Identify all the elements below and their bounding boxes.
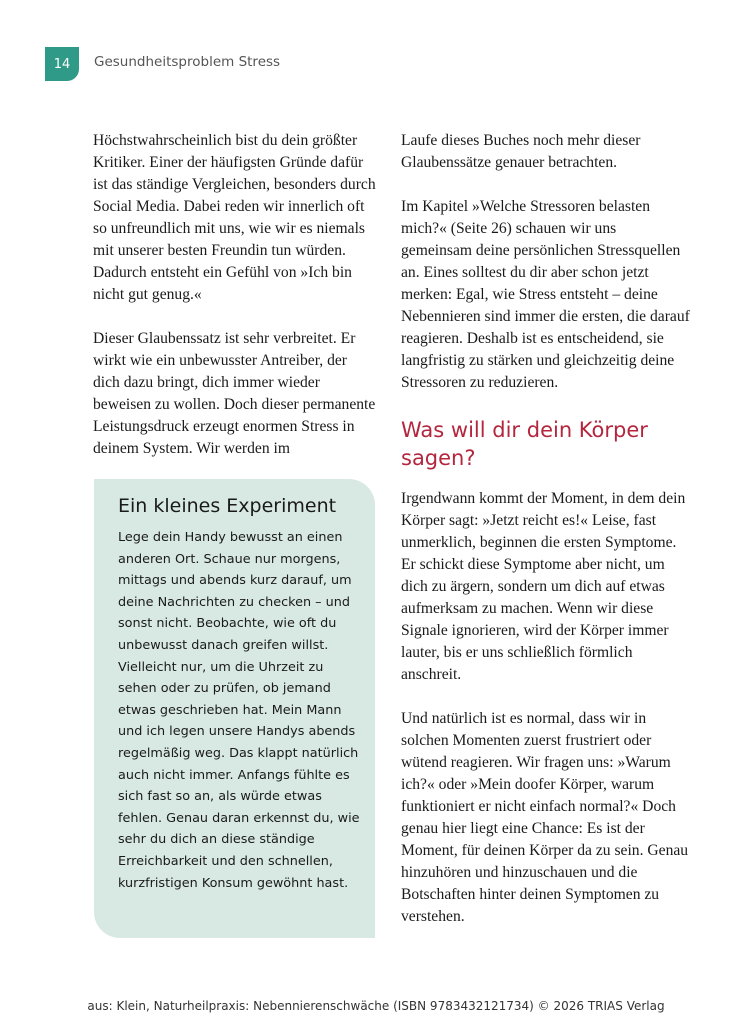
right-column [401, 130, 691, 950]
body-paragraph: Irgendwann kommt der Moment, in dem dein Körper sagt: »Jetzt reicht es!« Leise, fast unmerklich, beginnen die ersten Symptome. Er schickt diese Symptome aber nicht, um dich zu ärgern, sondern um dich auf etwas aufmerksam zu machen. Wenn wir diese Signale ignorieren, wird der Körper immer lauter, bis er uns schließlich förmlich anschreit. [401, 490, 686, 683]
section-heading: Was will dir dein Körper sagen? [401, 418, 648, 470]
left-column [93, 130, 376, 482]
body-paragraph: Höchstwahrscheinlich bist du dein größter Kritiker. Einer der häufigsten Gründe dafür ist das ständige Vergleichen, besonders durch Social Media. Dabei reden wir innerlich oft so unfreundlich mit uns, wie wir es niemals mit unserer besten Freundin tun würden. Dadurch entsteht ein Gefühl von »Ich bin nicht gut genug.« [93, 132, 376, 303]
source-footer: aus: Klein, Naturheilpraxis: Nebennierenschwäche (ISBN 9783432121734) © 2026 TRIAS Verlag [87, 999, 665, 1013]
running-head-title: Gesundheitsproblem Stress [94, 54, 281, 70]
callout-text: Lege dein Handy bewusst an einen anderen Ort. Schaue nur morgens, mittags und abends kurz darauf, um deine Nachrichten zu checken – und sonst nicht. Beobachte, wie oft du unbewusst danach greifen willst. Vielleicht nur, um die Uhrzeit zu sehen oder zu prüfen, ob jemand etwas geschrieben hat. Mein Mann und ich legen unsere Handys abends regelmäßig weg. Das klappt natürlich auch nicht immer. Anfangs fühlte es sich fast so an, als würde etwas fehlen. Genau daran erkennst du, wie sehr du dich an diese ständige Erreichbarkeit und den schnellen, kurzfristigen Konsum gewöhnt hast. [118, 530, 360, 891]
body-paragraph: Laufe dieses Buches noch mehr dieser Glaubenssätze genauer betrachten. [401, 132, 641, 171]
body-paragraph: Und natürlich ist es normal, dass wir in solchen Momenten zuerst frustriert oder wütend reagieren. Wir fragen uns: »Warum ich?« oder »Mein doofer Körper, warum funktioniert er nicht einfach normal?« Doch genau hier liegt eine Chance: Es ist der Moment, für deinen Körper da zu sein. Genau hinzuhören und hinzuschauen und die Botschaften hinter deinen Symptomen zu verstehen. [401, 710, 689, 925]
page-number-badge: 14 [45, 47, 79, 81]
body-paragraph: Im Kapitel »Welche Stressoren belasten mich?« (Seite 26) schauen wir uns gemeinsam deine persönlichen Stressquellen an. Eines solltest du dir aber schon jetzt merken: Egal, wie Stress entsteht – deine Nebennieren sind immer die ersten, die darauf reagieren. Deshalb ist es entscheidend, sie langfristig zu stärken und gleichzeitig deine Stressoren zu reduzieren. [401, 198, 690, 391]
experiment-callout-box [94, 479, 375, 938]
callout-title: Ein kleines Experiment [118, 495, 337, 517]
body-paragraph: Dieser Glaubenssatz ist sehr verbreitet. Er wirkt wie ein unbewusster Antreiber, der dich dazu bringt, dich immer wieder beweisen zu wollen. Doch dieser permanente Leistungsdruck erzeugt enormen Stress in deinem System. Wir werden im [93, 330, 376, 457]
